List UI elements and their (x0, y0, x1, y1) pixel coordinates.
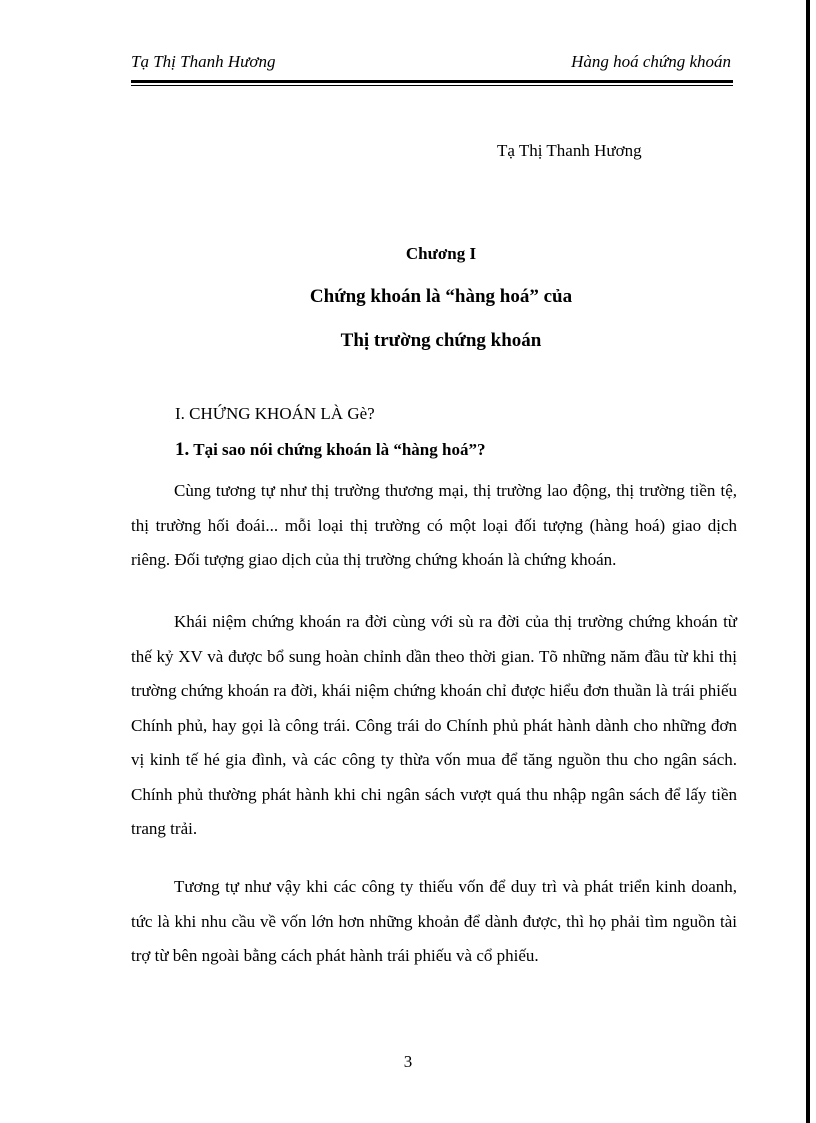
chapter-title-line1: Chứng khoán là “hàng hoá” của (309, 286, 573, 307)
page-number: 3 (403, 1052, 413, 1071)
paragraph-2: Khái niệm chứng khoán ra đời cùng với sù ra đời của thị trường chứng khoán từ thế kỷ XV và được bổ sung hoàn chỉnh dần theo thời gian. Tõ những năm đầu từ khi thị trường chứng khoán ra đời, khái niệm chứng khoán chỉ được hiểu đơn thuần là trái phiếu Chính phủ, hay gọi là công trái. Công trái do Chính phủ phát hành dành cho những đơn vị kinh tế hé gia đình, và các công ty thừa vốn mua để tăng nguồn thu cho ngân sách. Chính phủ thường phát hành khi chi ngân sách vượt quá thu nhập ngân sách để lấy tiền trang trải. (131, 612, 737, 838)
section-heading: I. CHỨNG KHOÁN LÀ Gè? (175, 404, 375, 423)
header-topic: Hàng hoá chứng khoán (571, 52, 731, 71)
right-page-border (806, 0, 810, 1123)
chapter-title-line2: Thị trường chứng khoán (340, 330, 542, 351)
header-rule-thin (131, 85, 733, 86)
header-rule-thick (131, 80, 733, 83)
subsection-text: Tại sao nói chứng khoán là “hàng hoá”? (193, 440, 486, 459)
subsection-heading (175, 439, 485, 461)
chapter-label: Chương I (405, 244, 477, 263)
running-header (131, 52, 731, 78)
header-author: Tạ Thị Thanh Hương (131, 52, 276, 71)
paragraph-1: Cùng tương tự như thị trường thương mại, thị trường lao động, thị trường tiền tệ, thị trường hối đoái... mỗi loại thị trường có một loại đối tượng (hàng hoá) giao dịch riêng. Đối tượng giao dịch của thị trường chứng khoán là chứng khoán. (131, 481, 737, 569)
author-name: Tạ Thị Thanh Hương (497, 141, 642, 160)
paragraph-3: Tương tự như vậy khi các công ty thiếu vốn để duy trì và phát triển kinh doanh, tức là khi nhu cầu về vốn lớn hơn những khoản để dành được, thì họ phải tìm nguồn tài trợ từ bên ngoài bằng cách phát hành trái phiếu và cổ phiếu. (131, 877, 737, 965)
subsection-number: 1. (175, 439, 190, 460)
